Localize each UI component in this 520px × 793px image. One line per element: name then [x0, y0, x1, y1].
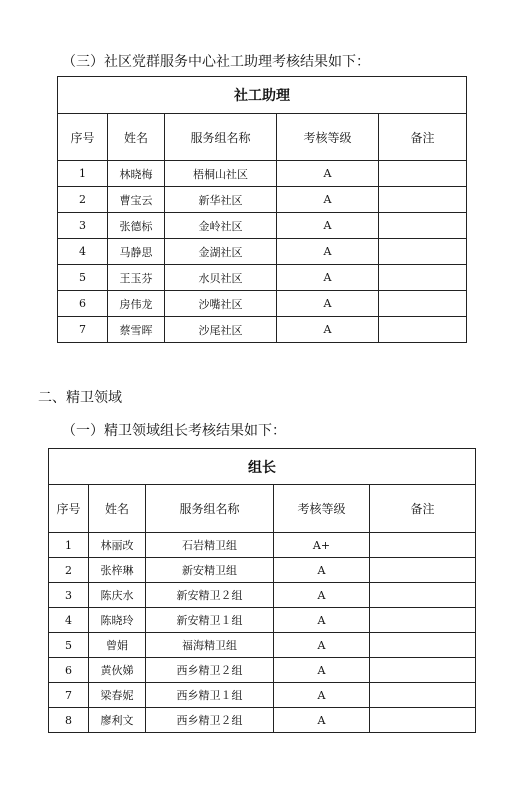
table-row	[49, 683, 476, 708]
table-cell	[370, 633, 476, 658]
table-cell: 西乡精卫１组	[146, 683, 274, 708]
table-cell: 曾娟	[89, 633, 146, 658]
header-cell: 服务组名称	[165, 114, 277, 161]
table-cell: A	[277, 317, 379, 343]
table-cell: 4	[58, 239, 108, 265]
table-cell	[379, 187, 467, 213]
table-cell: 1	[58, 161, 108, 187]
table-row	[58, 265, 467, 291]
table-cell: 蔡雪晖	[108, 317, 165, 343]
table-cell: 4	[49, 608, 89, 633]
section2-heading: 二、精卫领域	[38, 390, 122, 406]
table-cell: 沙尾社区	[165, 317, 277, 343]
table-cell	[370, 608, 476, 633]
header-cell: 备注	[379, 114, 467, 161]
table-cell	[370, 683, 476, 708]
table-cell: A	[274, 558, 370, 583]
table-cell: A	[277, 265, 379, 291]
table-cell	[379, 317, 467, 343]
table-cell	[379, 161, 467, 187]
table-cell: A	[274, 708, 370, 733]
table-cell: 马静思	[108, 239, 165, 265]
table-title: 组长	[49, 449, 476, 485]
table-cell: 陈庆水	[89, 583, 146, 608]
table-cell: 5	[58, 265, 108, 291]
table-row	[58, 239, 467, 265]
table-cell: 林丽改	[89, 533, 146, 558]
section2-subheading: （一）精卫领域组长考核结果如下：	[62, 423, 286, 439]
table-row	[49, 583, 476, 608]
table-cell: 新华社区	[165, 187, 277, 213]
table-cell: 水贝社区	[165, 265, 277, 291]
table-cell	[379, 213, 467, 239]
table-cell: A	[277, 161, 379, 187]
table-cell: 张德标	[108, 213, 165, 239]
table-cell	[370, 583, 476, 608]
header-cell: 姓名	[108, 114, 165, 161]
table-cell: 西乡精卫２组	[146, 658, 274, 683]
table-cell: 梧桐山社区	[165, 161, 277, 187]
header-cell: 序号	[58, 114, 108, 161]
table-title: 社工助理	[58, 77, 467, 114]
table-row	[58, 213, 467, 239]
table-cell: 5	[49, 633, 89, 658]
table-cell: 3	[49, 583, 89, 608]
team-leader-table	[48, 448, 476, 733]
table-cell: 林晓梅	[108, 161, 165, 187]
table-cell: 2	[58, 187, 108, 213]
table-cell: 2	[49, 558, 89, 583]
table-cell: A	[274, 658, 370, 683]
table-row	[58, 187, 467, 213]
table-row	[49, 658, 476, 683]
table-cell: 6	[58, 291, 108, 317]
table-cell: A	[277, 239, 379, 265]
table-cell: A	[274, 583, 370, 608]
table-cell: 3	[58, 213, 108, 239]
table-cell: 新安精卫１组	[146, 608, 274, 633]
table-cell	[379, 239, 467, 265]
table-cell: 陈晓玲	[89, 608, 146, 633]
table-cell: A	[274, 608, 370, 633]
header-cell: 考核等级	[277, 114, 379, 161]
table-cell: 新安精卫组	[146, 558, 274, 583]
header-cell: 考核等级	[274, 485, 370, 533]
table-row	[49, 633, 476, 658]
table-row	[58, 317, 467, 343]
header-cell: 姓名	[89, 485, 146, 533]
table-cell: 西乡精卫２组	[146, 708, 274, 733]
table-cell: 1	[49, 533, 89, 558]
table-cell: 黄伙娣	[89, 658, 146, 683]
table-cell: 房伟龙	[108, 291, 165, 317]
table-cell	[379, 265, 467, 291]
table-cell: 6	[49, 658, 89, 683]
table-cell: 梁春妮	[89, 683, 146, 708]
table-cell: 廖利文	[89, 708, 146, 733]
table-cell: A	[277, 187, 379, 213]
table-cell: A	[277, 291, 379, 317]
table-cell: 7	[49, 683, 89, 708]
table-cell: 新安精卫２组	[146, 583, 274, 608]
table-row	[49, 608, 476, 633]
table-cell: A	[274, 633, 370, 658]
table-row	[58, 161, 467, 187]
table-cell	[370, 658, 476, 683]
table-header-row	[49, 485, 476, 533]
header-cell: 备注	[370, 485, 476, 533]
table-cell: 7	[58, 317, 108, 343]
table-cell	[379, 291, 467, 317]
table-header-row	[58, 114, 467, 161]
social-worker-assistant-table	[57, 76, 467, 343]
table-row	[49, 533, 476, 558]
table-cell	[370, 558, 476, 583]
table-cell: 沙嘴社区	[165, 291, 277, 317]
table-row	[49, 708, 476, 733]
section1-subheading: （三）社区党群服务中心社工助理考核结果如下：	[62, 54, 370, 70]
table-row	[49, 558, 476, 583]
table-cell: 福海精卫组	[146, 633, 274, 658]
table-cell: A+	[274, 533, 370, 558]
table-cell: 张梓琳	[89, 558, 146, 583]
table-cell: 金岭社区	[165, 213, 277, 239]
table-cell: 8	[49, 708, 89, 733]
table-cell	[370, 708, 476, 733]
table-cell: 石岩精卫组	[146, 533, 274, 558]
table-cell: 曹宝云	[108, 187, 165, 213]
header-cell: 序号	[49, 485, 89, 533]
table-cell: A	[274, 683, 370, 708]
table-cell	[370, 533, 476, 558]
table-cell: A	[277, 213, 379, 239]
header-cell: 服务组名称	[146, 485, 274, 533]
table-row	[58, 291, 467, 317]
table-cell: 金湖社区	[165, 239, 277, 265]
table-cell: 王玉芬	[108, 265, 165, 291]
